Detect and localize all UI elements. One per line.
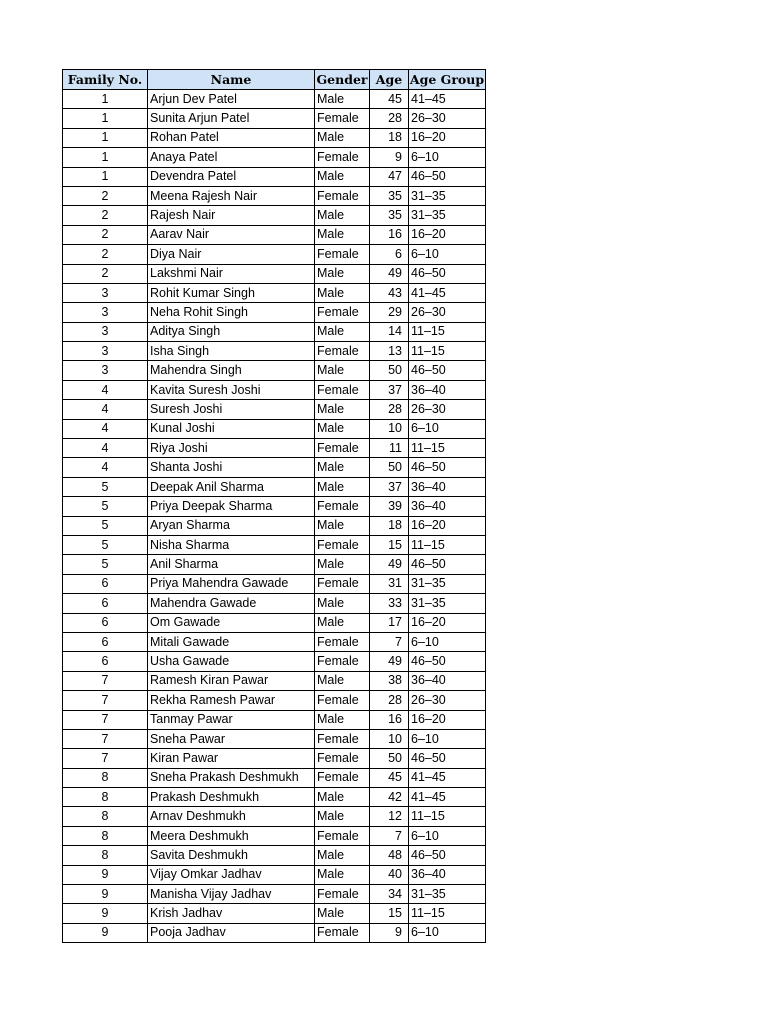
cell-name[interactable]: Diya Nair bbox=[148, 245, 315, 264]
cell-age[interactable]: 28 bbox=[370, 109, 409, 128]
cell-age[interactable]: 18 bbox=[370, 516, 409, 535]
table-row bbox=[63, 380, 486, 399]
cell-gender[interactable]: Male bbox=[315, 671, 370, 690]
cell-age[interactable]: 15 bbox=[370, 535, 409, 554]
cell-family-no[interactable]: 3 bbox=[63, 342, 148, 361]
cell-name[interactable]: Anil Sharma bbox=[148, 555, 315, 574]
cell-age-group[interactable]: 31–35 bbox=[409, 594, 486, 613]
cell-family-no[interactable]: 6 bbox=[63, 632, 148, 651]
table-row bbox=[63, 109, 486, 128]
cell-gender[interactable]: Male bbox=[315, 206, 370, 225]
cell-age[interactable]: 16 bbox=[370, 710, 409, 729]
cell-gender[interactable]: Female bbox=[315, 632, 370, 651]
header-row bbox=[63, 70, 486, 90]
cell-family-no[interactable]: 8 bbox=[63, 788, 148, 807]
cell-age-group[interactable]: 11–15 bbox=[409, 342, 486, 361]
cell-family-no[interactable]: 1 bbox=[63, 167, 148, 186]
cell-age[interactable]: 28 bbox=[370, 400, 409, 419]
cell-family-no[interactable]: 5 bbox=[63, 497, 148, 516]
cell-age-group[interactable]: 6–10 bbox=[409, 245, 486, 264]
cell-family-no[interactable]: 3 bbox=[63, 361, 148, 380]
table-row bbox=[63, 923, 486, 942]
cell-family-no[interactable]: 7 bbox=[63, 710, 148, 729]
cell-gender[interactable]: Female bbox=[315, 497, 370, 516]
table-row bbox=[63, 458, 486, 477]
cell-name[interactable]: Mahendra Gawade bbox=[148, 594, 315, 613]
cell-age-group[interactable]: 11–15 bbox=[409, 439, 486, 458]
cell-age[interactable]: 50 bbox=[370, 749, 409, 768]
cell-family-no[interactable]: 6 bbox=[63, 594, 148, 613]
table-row bbox=[63, 555, 486, 574]
cell-gender[interactable]: Male bbox=[315, 283, 370, 302]
cell-age[interactable]: 35 bbox=[370, 186, 409, 205]
cell-age[interactable]: 35 bbox=[370, 206, 409, 225]
cell-age[interactable]: 9 bbox=[370, 148, 409, 167]
table-header bbox=[63, 70, 486, 90]
cell-name[interactable]: Mitali Gawade bbox=[148, 632, 315, 651]
table-row bbox=[63, 186, 486, 205]
cell-name[interactable]: Sunita Arjun Patel bbox=[148, 109, 315, 128]
cell-age[interactable]: 40 bbox=[370, 865, 409, 884]
cell-gender[interactable]: Female bbox=[315, 186, 370, 205]
table-row bbox=[63, 865, 486, 884]
cell-name[interactable]: Kunal Joshi bbox=[148, 419, 315, 438]
cell-age[interactable]: 31 bbox=[370, 574, 409, 593]
cell-age-group[interactable]: 6–10 bbox=[409, 729, 486, 748]
cell-age-group[interactable]: 31–35 bbox=[409, 186, 486, 205]
cell-name[interactable]: Neha Rohit Singh bbox=[148, 303, 315, 322]
cell-family-no[interactable]: 4 bbox=[63, 380, 148, 399]
cell-family-no[interactable]: 1 bbox=[63, 109, 148, 128]
cell-age[interactable]: 15 bbox=[370, 904, 409, 923]
cell-age[interactable]: 29 bbox=[370, 303, 409, 322]
table-row bbox=[63, 419, 486, 438]
cell-family-no[interactable]: 7 bbox=[63, 691, 148, 710]
cell-gender[interactable]: Female bbox=[315, 342, 370, 361]
table-row bbox=[63, 885, 486, 904]
cell-family-no[interactable]: 8 bbox=[63, 768, 148, 787]
cell-name[interactable]: Tanmay Pawar bbox=[148, 710, 315, 729]
cell-age[interactable]: 10 bbox=[370, 419, 409, 438]
cell-name[interactable]: Riya Joshi bbox=[148, 439, 315, 458]
cell-gender[interactable]: Male bbox=[315, 264, 370, 283]
cell-family-no[interactable]: 9 bbox=[63, 865, 148, 884]
cell-age-group[interactable]: 11–15 bbox=[409, 535, 486, 554]
cell-age-group[interactable]: 26–30 bbox=[409, 109, 486, 128]
cell-age-group[interactable]: 11–15 bbox=[409, 807, 486, 826]
cell-family-no[interactable]: 4 bbox=[63, 458, 148, 477]
cell-age[interactable]: 7 bbox=[370, 826, 409, 845]
cell-family-no[interactable]: 4 bbox=[63, 419, 148, 438]
header-gender[interactable]: Gender bbox=[315, 70, 370, 90]
cell-name[interactable]: Kavita Suresh Joshi bbox=[148, 380, 315, 399]
cell-name[interactable]: Anaya Patel bbox=[148, 148, 315, 167]
cell-gender[interactable]: Male bbox=[315, 516, 370, 535]
cell-name[interactable]: Krish Jadhav bbox=[148, 904, 315, 923]
table-row bbox=[63, 632, 486, 651]
cell-age-group[interactable]: 46–50 bbox=[409, 555, 486, 574]
cell-age[interactable]: 18 bbox=[370, 128, 409, 147]
cell-family-no[interactable]: 6 bbox=[63, 652, 148, 671]
cell-name[interactable]: Usha Gawade bbox=[148, 652, 315, 671]
cell-family-no[interactable]: 7 bbox=[63, 671, 148, 690]
cell-age[interactable]: 13 bbox=[370, 342, 409, 361]
cell-name[interactable]: Om Gawade bbox=[148, 613, 315, 632]
cell-name[interactable]: Ramesh Kiran Pawar bbox=[148, 671, 315, 690]
cell-name[interactable]: Devendra Patel bbox=[148, 167, 315, 186]
table-row bbox=[63, 148, 486, 167]
table-row bbox=[63, 90, 486, 109]
cell-age-group[interactable]: 6–10 bbox=[409, 923, 486, 942]
table-row bbox=[63, 342, 486, 361]
cell-family-no[interactable]: 9 bbox=[63, 885, 148, 904]
cell-age[interactable]: 33 bbox=[370, 594, 409, 613]
cell-age-group[interactable]: 46–50 bbox=[409, 361, 486, 380]
cell-family-no[interactable]: 5 bbox=[63, 477, 148, 496]
cell-gender[interactable]: Male bbox=[315, 167, 370, 186]
cell-family-no[interactable]: 6 bbox=[63, 574, 148, 593]
cell-age[interactable]: 50 bbox=[370, 361, 409, 380]
cell-name[interactable]: Manisha Vijay Jadhav bbox=[148, 885, 315, 904]
cell-gender[interactable]: Male bbox=[315, 846, 370, 865]
cell-family-no[interactable]: 7 bbox=[63, 749, 148, 768]
cell-family-no[interactable]: 2 bbox=[63, 264, 148, 283]
cell-gender[interactable]: Female bbox=[315, 749, 370, 768]
cell-age[interactable]: 50 bbox=[370, 458, 409, 477]
table-row bbox=[63, 477, 486, 496]
cell-age-group[interactable]: 46–50 bbox=[409, 167, 486, 186]
cell-gender[interactable]: Female bbox=[315, 148, 370, 167]
cell-family-no[interactable]: 7 bbox=[63, 729, 148, 748]
cell-gender[interactable]: Male bbox=[315, 710, 370, 729]
cell-gender[interactable]: Male bbox=[315, 904, 370, 923]
family-table bbox=[62, 69, 486, 943]
cell-family-no[interactable]: 2 bbox=[63, 206, 148, 225]
cell-family-no[interactable]: 4 bbox=[63, 400, 148, 419]
table-row bbox=[63, 652, 486, 671]
cell-age[interactable]: 42 bbox=[370, 788, 409, 807]
cell-age-group[interactable]: 26–30 bbox=[409, 303, 486, 322]
cell-gender[interactable]: Female bbox=[315, 691, 370, 710]
table-row bbox=[63, 439, 486, 458]
cell-gender[interactable]: Male bbox=[315, 788, 370, 807]
cell-name[interactable]: Kiran Pawar bbox=[148, 749, 315, 768]
cell-family-no[interactable]: 4 bbox=[63, 439, 148, 458]
table-row bbox=[63, 225, 486, 244]
table-row bbox=[63, 497, 486, 516]
cell-age[interactable]: 47 bbox=[370, 167, 409, 186]
table-row bbox=[63, 613, 486, 632]
cell-name[interactable]: Sneha Prakash Deshmukh bbox=[148, 768, 315, 787]
table-row bbox=[63, 264, 486, 283]
cell-gender[interactable]: Male bbox=[315, 419, 370, 438]
cell-age[interactable]: 11 bbox=[370, 439, 409, 458]
table-body bbox=[63, 90, 486, 943]
table-row bbox=[63, 128, 486, 147]
table-row bbox=[63, 535, 486, 554]
cell-family-no[interactable]: 6 bbox=[63, 613, 148, 632]
cell-age[interactable]: 7 bbox=[370, 632, 409, 651]
cell-gender[interactable]: Female bbox=[315, 109, 370, 128]
cell-gender[interactable]: Male bbox=[315, 613, 370, 632]
cell-gender[interactable]: Male bbox=[315, 322, 370, 341]
table-row bbox=[63, 826, 486, 845]
cell-family-no[interactable]: 3 bbox=[63, 303, 148, 322]
cell-name[interactable]: Deepak Anil Sharma bbox=[148, 477, 315, 496]
cell-age-group[interactable]: 36–40 bbox=[409, 477, 486, 496]
cell-age[interactable]: 49 bbox=[370, 652, 409, 671]
header-age-group[interactable]: Age Group bbox=[409, 70, 486, 90]
cell-gender[interactable]: Male bbox=[315, 807, 370, 826]
cell-gender[interactable]: Male bbox=[315, 361, 370, 380]
cell-age[interactable]: 28 bbox=[370, 691, 409, 710]
cell-family-no[interactable]: 5 bbox=[63, 555, 148, 574]
cell-gender[interactable]: Female bbox=[315, 535, 370, 554]
cell-age[interactable]: 10 bbox=[370, 729, 409, 748]
cell-gender[interactable]: Female bbox=[315, 380, 370, 399]
cell-age-group[interactable]: 6–10 bbox=[409, 148, 486, 167]
header-family-no[interactable]: Family No. bbox=[63, 70, 148, 90]
table-row bbox=[63, 904, 486, 923]
cell-age-group[interactable]: 16–20 bbox=[409, 613, 486, 632]
table-row bbox=[63, 671, 486, 690]
cell-age-group[interactable]: 46–50 bbox=[409, 652, 486, 671]
cell-age[interactable]: 37 bbox=[370, 477, 409, 496]
table-row bbox=[63, 516, 486, 535]
cell-age[interactable]: 43 bbox=[370, 283, 409, 302]
cell-name[interactable]: Pooja Jadhav bbox=[148, 923, 315, 942]
cell-gender[interactable]: Male bbox=[315, 865, 370, 884]
cell-age-group[interactable]: 41–45 bbox=[409, 283, 486, 302]
cell-name[interactable]: Meena Rajesh Nair bbox=[148, 186, 315, 205]
cell-age[interactable]: 14 bbox=[370, 322, 409, 341]
cell-age-group[interactable]: 26–30 bbox=[409, 691, 486, 710]
table-row bbox=[63, 361, 486, 380]
cell-age-group[interactable]: 11–15 bbox=[409, 322, 486, 341]
cell-family-no[interactable]: 1 bbox=[63, 90, 148, 109]
cell-age[interactable]: 49 bbox=[370, 555, 409, 574]
table-row bbox=[63, 574, 486, 593]
cell-gender[interactable]: Female bbox=[315, 303, 370, 322]
cell-gender[interactable]: Female bbox=[315, 923, 370, 942]
cell-name[interactable]: Aditya Singh bbox=[148, 322, 315, 341]
table-row bbox=[63, 807, 486, 826]
table-row bbox=[63, 400, 486, 419]
cell-gender[interactable]: Female bbox=[315, 885, 370, 904]
cell-gender[interactable]: Female bbox=[315, 439, 370, 458]
cell-age[interactable]: 34 bbox=[370, 885, 409, 904]
cell-age-group[interactable]: 36–40 bbox=[409, 671, 486, 690]
cell-age[interactable]: 38 bbox=[370, 671, 409, 690]
cell-name[interactable]: Aryan Sharma bbox=[148, 516, 315, 535]
cell-age-group[interactable]: 41–45 bbox=[409, 768, 486, 787]
cell-name[interactable]: Suresh Joshi bbox=[148, 400, 315, 419]
cell-age-group[interactable]: 6–10 bbox=[409, 632, 486, 651]
cell-gender[interactable]: Male bbox=[315, 477, 370, 496]
cell-family-no[interactable]: 1 bbox=[63, 128, 148, 147]
cell-age-group[interactable]: 31–35 bbox=[409, 574, 486, 593]
cell-age-group[interactable]: 16–20 bbox=[409, 516, 486, 535]
table-row bbox=[63, 283, 486, 302]
table-row bbox=[63, 206, 486, 225]
cell-family-no[interactable]: 1 bbox=[63, 148, 148, 167]
cell-age[interactable]: 39 bbox=[370, 497, 409, 516]
cell-age[interactable]: 6 bbox=[370, 245, 409, 264]
cell-name[interactable]: Nisha Sharma bbox=[148, 535, 315, 554]
cell-age-group[interactable]: 46–50 bbox=[409, 846, 486, 865]
cell-name[interactable]: Mahendra Singh bbox=[148, 361, 315, 380]
cell-gender[interactable]: Female bbox=[315, 826, 370, 845]
cell-age[interactable]: 45 bbox=[370, 90, 409, 109]
cell-family-no[interactable]: 3 bbox=[63, 283, 148, 302]
cell-family-no[interactable]: 8 bbox=[63, 846, 148, 865]
cell-age-group[interactable]: 11–15 bbox=[409, 904, 486, 923]
cell-age[interactable]: 17 bbox=[370, 613, 409, 632]
cell-age-group[interactable]: 16–20 bbox=[409, 128, 486, 147]
cell-age[interactable]: 49 bbox=[370, 264, 409, 283]
cell-name[interactable]: Arnav Deshmukh bbox=[148, 807, 315, 826]
table-row bbox=[63, 167, 486, 186]
cell-age-group[interactable]: 16–20 bbox=[409, 710, 486, 729]
cell-age-group[interactable]: 31–35 bbox=[409, 885, 486, 904]
cell-family-no[interactable]: 2 bbox=[63, 186, 148, 205]
table-row bbox=[63, 788, 486, 807]
cell-age-group[interactable]: 36–40 bbox=[409, 865, 486, 884]
cell-age-group[interactable]: 41–45 bbox=[409, 90, 486, 109]
cell-family-no[interactable]: 2 bbox=[63, 225, 148, 244]
cell-name[interactable]: Prakash Deshmukh bbox=[148, 788, 315, 807]
table-row bbox=[63, 322, 486, 341]
cell-family-no[interactable]: 8 bbox=[63, 807, 148, 826]
cell-name[interactable]: Savita Deshmukh bbox=[148, 846, 315, 865]
cell-gender[interactable]: Female bbox=[315, 652, 370, 671]
cell-gender[interactable]: Female bbox=[315, 574, 370, 593]
cell-gender[interactable]: Female bbox=[315, 768, 370, 787]
table-row bbox=[63, 768, 486, 787]
table-row bbox=[63, 710, 486, 729]
cell-name[interactable]: Rohan Patel bbox=[148, 128, 315, 147]
cell-name[interactable]: Vijay Omkar Jadhav bbox=[148, 865, 315, 884]
cell-name[interactable]: Rohit Kumar Singh bbox=[148, 283, 315, 302]
cell-name[interactable]: Rajesh Nair bbox=[148, 206, 315, 225]
cell-name[interactable]: Shanta Joshi bbox=[148, 458, 315, 477]
cell-age-group[interactable]: 36–40 bbox=[409, 380, 486, 399]
cell-name[interactable]: Priya Deepak Sharma bbox=[148, 497, 315, 516]
cell-gender[interactable]: Male bbox=[315, 90, 370, 109]
cell-name[interactable]: Priya Mahendra Gawade bbox=[148, 574, 315, 593]
cell-name[interactable]: Meera Deshmukh bbox=[148, 826, 315, 845]
table-row bbox=[63, 846, 486, 865]
cell-gender[interactable]: Male bbox=[315, 594, 370, 613]
cell-family-no[interactable]: 2 bbox=[63, 245, 148, 264]
cell-gender[interactable]: Male bbox=[315, 400, 370, 419]
cell-name[interactable]: Arjun Dev Patel bbox=[148, 90, 315, 109]
cell-age-group[interactable]: 41–45 bbox=[409, 788, 486, 807]
cell-gender[interactable]: Male bbox=[315, 458, 370, 477]
table-row bbox=[63, 303, 486, 322]
cell-family-no[interactable]: 8 bbox=[63, 826, 148, 845]
cell-age[interactable]: 37 bbox=[370, 380, 409, 399]
cell-age-group[interactable]: 46–50 bbox=[409, 264, 486, 283]
cell-age-group[interactable]: 26–30 bbox=[409, 400, 486, 419]
table-row bbox=[63, 729, 486, 748]
table-row bbox=[63, 749, 486, 768]
cell-name[interactable]: Isha Singh bbox=[148, 342, 315, 361]
cell-family-no[interactable]: 9 bbox=[63, 904, 148, 923]
cell-name[interactable]: Aarav Nair bbox=[148, 225, 315, 244]
cell-age[interactable]: 48 bbox=[370, 846, 409, 865]
cell-gender[interactable]: Female bbox=[315, 729, 370, 748]
cell-age[interactable]: 16 bbox=[370, 225, 409, 244]
cell-age-group[interactable]: 6–10 bbox=[409, 826, 486, 845]
cell-family-no[interactable]: 3 bbox=[63, 322, 148, 341]
cell-age-group[interactable]: 46–50 bbox=[409, 749, 486, 768]
table-row bbox=[63, 594, 486, 613]
cell-age[interactable]: 9 bbox=[370, 923, 409, 942]
header-age[interactable]: Age bbox=[370, 70, 409, 90]
cell-age-group[interactable]: 46–50 bbox=[409, 458, 486, 477]
cell-family-no[interactable]: 5 bbox=[63, 516, 148, 535]
cell-name[interactable]: Lakshmi Nair bbox=[148, 264, 315, 283]
cell-gender[interactable]: Male bbox=[315, 555, 370, 574]
cell-age-group[interactable]: 6–10 bbox=[409, 419, 486, 438]
cell-gender[interactable]: Male bbox=[315, 225, 370, 244]
cell-family-no[interactable]: 5 bbox=[63, 535, 148, 554]
cell-name[interactable]: Sneha Pawar bbox=[148, 729, 315, 748]
cell-name[interactable]: Rekha Ramesh Pawar bbox=[148, 691, 315, 710]
cell-gender[interactable]: Male bbox=[315, 128, 370, 147]
table-row bbox=[63, 691, 486, 710]
cell-gender[interactable]: Female bbox=[315, 245, 370, 264]
cell-age[interactable]: 45 bbox=[370, 768, 409, 787]
cell-age-group[interactable]: 31–35 bbox=[409, 206, 486, 225]
cell-family-no[interactable]: 9 bbox=[63, 923, 148, 942]
cell-age[interactable]: 12 bbox=[370, 807, 409, 826]
cell-age-group[interactable]: 36–40 bbox=[409, 497, 486, 516]
cell-age-group[interactable]: 16–20 bbox=[409, 225, 486, 244]
table-row bbox=[63, 245, 486, 264]
header-name[interactable]: Name bbox=[148, 70, 315, 90]
